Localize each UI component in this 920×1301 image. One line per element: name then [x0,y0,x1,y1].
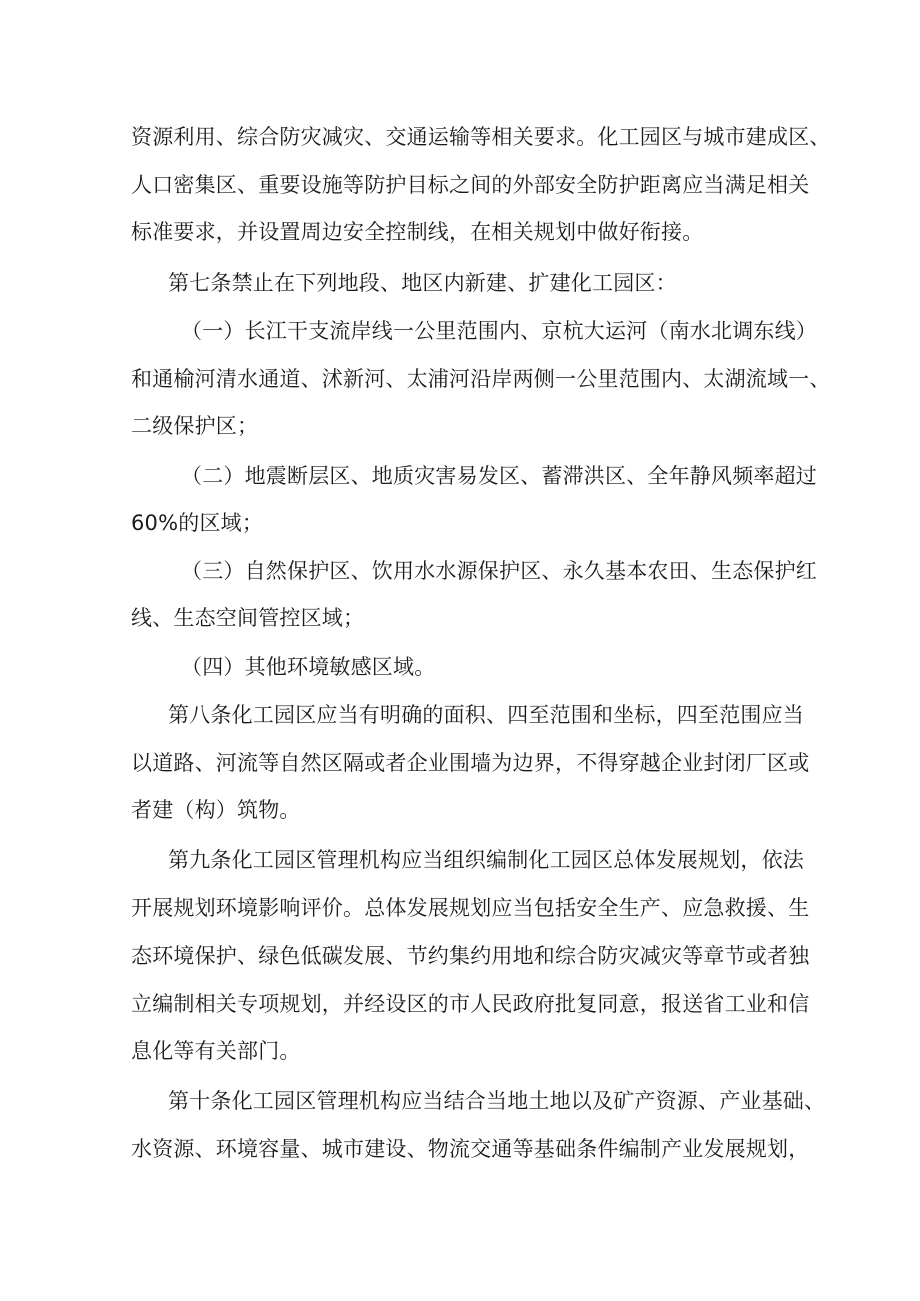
text-line: 第七条禁止在下列地段、地区内新建、扩建化工园区： [168,271,677,295]
text-line: 以道路、河流等自然区隔或者企业围墙为边界，不得穿越企业封闭厂区或 [131,751,810,775]
text-line: 人口密集区、重要设施等防护目标之间的外部安全防护距离应当满足相关 [131,173,810,197]
text-line: （四）其他环境敏感区域。 [181,655,436,679]
text-line: 态环境保护、绿色低碳发展、节约集约用地和综合防灾减灾等章节或者独 [131,944,810,968]
text-line: 息化等有关部门。 [131,1039,301,1063]
text-line: 和通榆河清水通道、沭新河、太浦河沿岸两侧一公里范围内、太湖流域一、 [131,367,831,391]
text-line: （三）自然保护区、饮用水水源保护区、永久基本农田、生态保护红 [181,559,817,583]
text-line: 标准要求，并设置周边安全控制线，在相关规划中做好衔接。 [131,220,704,244]
text-line: （二）地震断层区、地质灾害易发区、蓄滞洪区、全年静风频率超过 [181,464,817,488]
text-line: 线、生态空间管控区域； [131,606,365,630]
text-line: 二级保护区； [131,414,259,438]
text-line: 第九条化工园区管理机构应当组织编制化工园区总体发展规划，依法 [168,848,804,872]
text-line: 资源利用、综合防灾减灾、交通运输等相关要求。化工园区与城市建成区、 [131,125,831,149]
text-line: 第八条化工园区应当有明确的面积、四至范围和坐标，四至范围应当 [168,703,804,727]
text-line: 者建（构）筑物。 [131,798,301,822]
text-line: 水资源、环境容量、城市建设、物流交通等基础条件编制产业发展规划， [131,1137,810,1161]
text-line: 60%的区域； [131,511,264,535]
text-line: 立编制相关专项规划，并经设区的市人民政府批复同意，报送省工业和信 [131,992,810,1016]
text-line: （一）长江干支流岸线一公里范围内、京杭大运河（南水北调东线） [181,319,817,343]
text-line: 开展规划环境影响评价。总体发展规划应当包括安全生产、应急救援、生 [131,896,810,920]
text-line: 第十条化工园区管理机构应当结合当地土地以及矿产资源、产业基础、 [168,1089,826,1113]
